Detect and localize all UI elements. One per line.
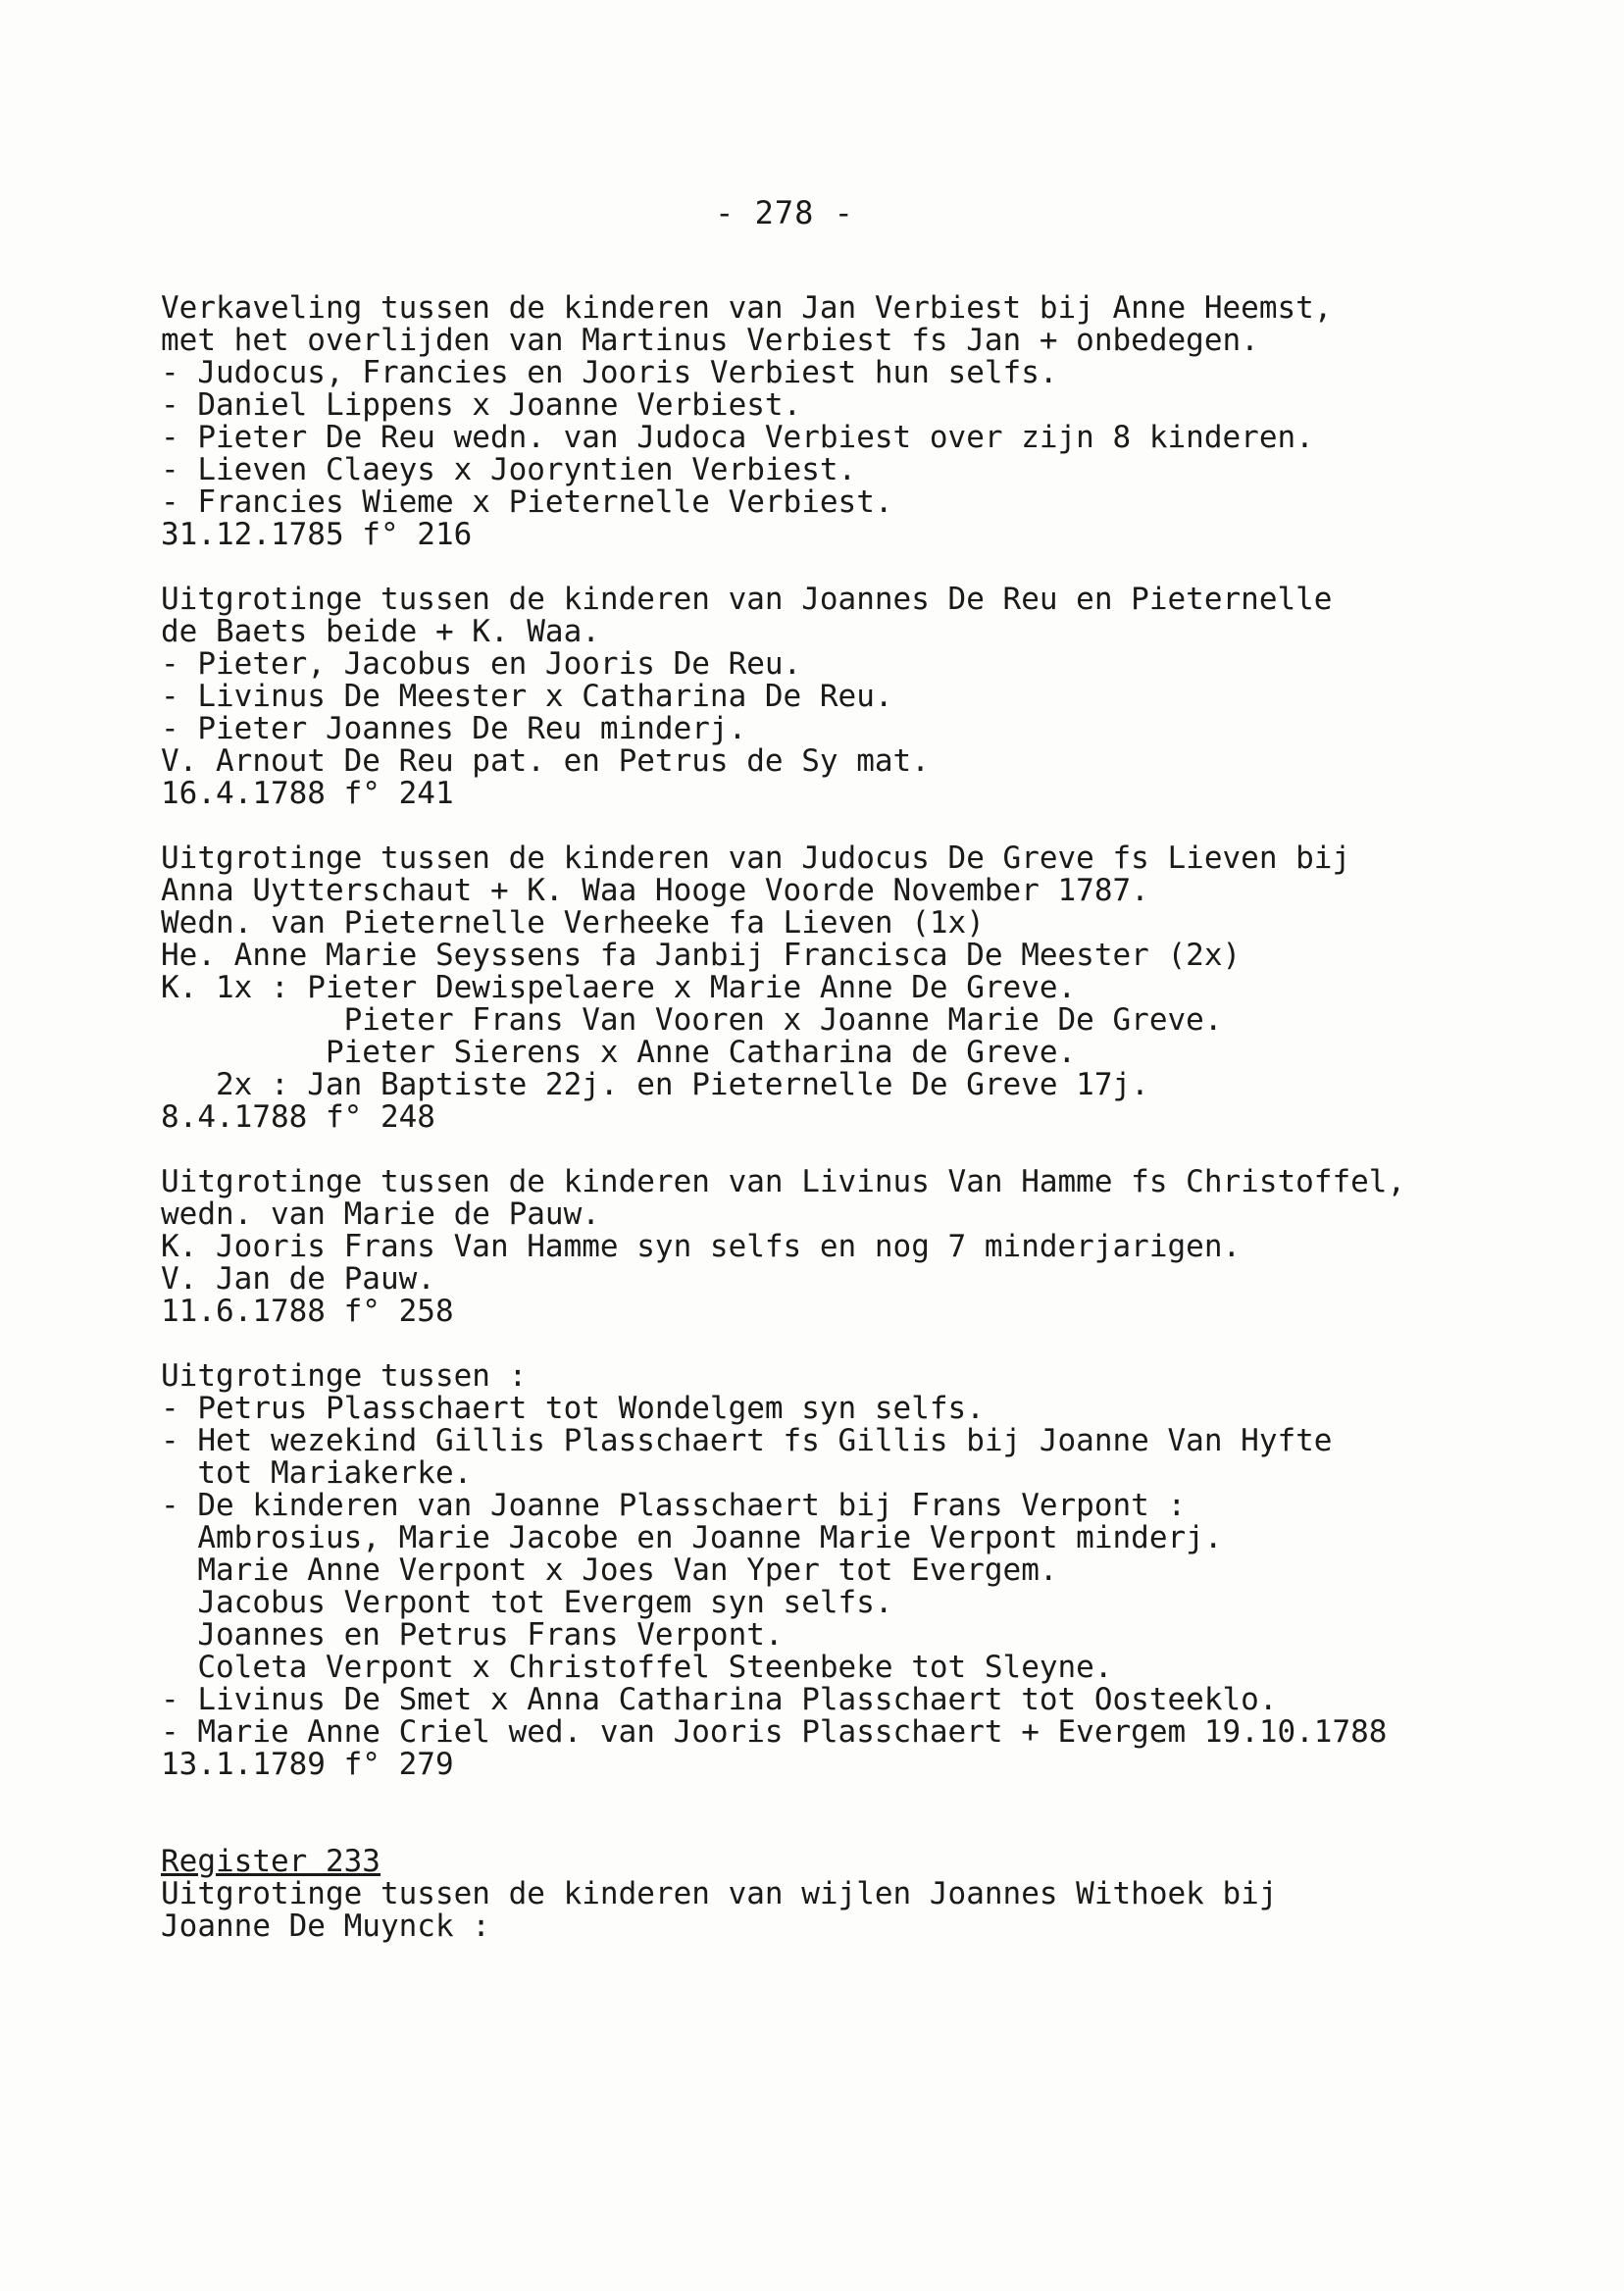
text-line: Uitgrotinge tussen de kinderen van Livinus Van Hamme fs Christoffel, [161, 1164, 1406, 1199]
text-line: Pieter Sierens x Anne Catharina de Greve. [161, 1035, 1077, 1070]
text-line: Pieter Frans Van Vooren x Joanne Marie De Greve. [161, 1002, 1223, 1038]
text-line: Jacobus Verpont tot Evergem syn selfs. [161, 1585, 893, 1620]
page-number: - 278 - [715, 194, 854, 231]
text-line: tot Mariakerke. [161, 1455, 473, 1491]
entry-uitgrotinge-de-reu [161, 584, 1573, 810]
text-line: de Baets beide + K. Waa. [161, 614, 600, 649]
text-line: - Lieven Claeys x Jooryntien Verbiest. [161, 452, 857, 487]
text-line: - Francies Wieme x Pieternelle Verbiest. [161, 484, 893, 520]
text-line: - Judocus, Francies en Jooris Verbiest hun selfs. [161, 355, 1058, 390]
text-line: K. 1x : Pieter Dewispelaere x Marie Anne De Greve. [161, 970, 1077, 1005]
text-line: - Pieter Joannes De Reu minderj. [161, 711, 747, 746]
text-line: - Daniel Lippens x Joanne Verbiest. [161, 387, 802, 423]
text-line: V. Arnout De Reu pat. en Petrus de Sy mat. [161, 743, 930, 779]
text-line: - De kinderen van Joanne Plasschaert bij Frans Verpont : [161, 1488, 1187, 1523]
entry-uitgrotinge-van-hamme [161, 1166, 1573, 1328]
text-line: Uitgrotinge tussen de kinderen van Judocus De Greve fs Lieven bij [161, 840, 1351, 876]
text-line: - Marie Anne Criel wed. van Jooris Plasschaert + Evergem 19.10.1788 [161, 1714, 1388, 1750]
text-line: Wedn. van Pieternelle Verheeke fa Lieven (1x) [161, 905, 985, 941]
text-line: Joanne De Muynck : [161, 1909, 490, 1944]
register-heading: Register 233 [161, 1844, 381, 1879]
text-line: Ambrosius, Marie Jacobe en Joanne Marie Verpont minderj. [161, 1520, 1223, 1555]
text-line: Anna Uytterschaut + K. Waa Hooge Voorde November 1787. [161, 873, 1149, 908]
text-line: Joannes en Petrus Frans Verpont. [161, 1617, 784, 1653]
entry-uitgrotinge-plasschaert [161, 1360, 1573, 1781]
text-line: - Livinus De Meester x Catharina De Reu. [161, 679, 893, 714]
text-line: - Pieter De Reu wedn. van Judoca Verbiest over zijn 8 kinderen. [161, 420, 1314, 455]
text-line: V. Jan de Pauw. [161, 1261, 435, 1297]
text-line: Coleta Verpont x Christoffel Steenbeke tot Sleyne. [161, 1650, 1113, 1685]
entry-date-folio: 16.4.1788 f° 241 [161, 776, 454, 811]
text-line: Uitgrotinge tussen de kinderen van Joannes De Reu en Pieternelle [161, 582, 1333, 617]
text-line: - Het wezekind Gillis Plasschaert fs Gillis bij Joanne Van Hyfte [161, 1423, 1333, 1458]
register-section [161, 1846, 1573, 1943]
text-line: - Petrus Plasschaert tot Wondelgem syn selfs. [161, 1391, 985, 1426]
text-line: wedn. van Marie de Pauw. [161, 1196, 600, 1232]
entry-date-folio: 31.12.1785 f° 216 [161, 517, 473, 552]
text-line: K. Jooris Frans Van Hamme syn selfs en nog 7 minderjarigen. [161, 1229, 1242, 1264]
text-line: He. Anne Marie Seyssens fa Janbij Francisca De Meester (2x) [161, 938, 1242, 973]
entry-date-folio: 8.4.1788 f° 248 [161, 1099, 435, 1135]
text-line: - Livinus De Smet x Anna Catharina Plasschaert tot Oosteeklo. [161, 1682, 1278, 1717]
text-line: - Pieter, Jacobus en Jooris De Reu. [161, 646, 802, 682]
text-line: Verkaveling tussen de kinderen van Jan Verbiest bij Anne Heemst, [161, 290, 1333, 326]
entry-date-folio: 11.6.1788 f° 258 [161, 1294, 454, 1329]
entry-uitgrotinge-de-greve [161, 842, 1573, 1134]
text-line: Uitgrotinge tussen : [161, 1358, 528, 1394]
entry-date-folio: 13.1.1789 f° 279 [161, 1747, 454, 1782]
text-line: Uitgrotinge tussen de kinderen van wijlen Joannes Withoek bij [161, 1876, 1278, 1911]
entry-verkaveling-verbiest [161, 292, 1573, 551]
text-line: 2x : Jan Baptiste 22j. en Pieternelle De Greve 17j. [161, 1067, 1149, 1102]
text-line: met het overlijden van Martinus Verbiest fs Jan + onbedegen. [161, 323, 1259, 358]
text-line: Marie Anne Verpont x Joes Van Yper tot Evergem. [161, 1553, 1058, 1588]
page-content [161, 292, 1573, 1975]
